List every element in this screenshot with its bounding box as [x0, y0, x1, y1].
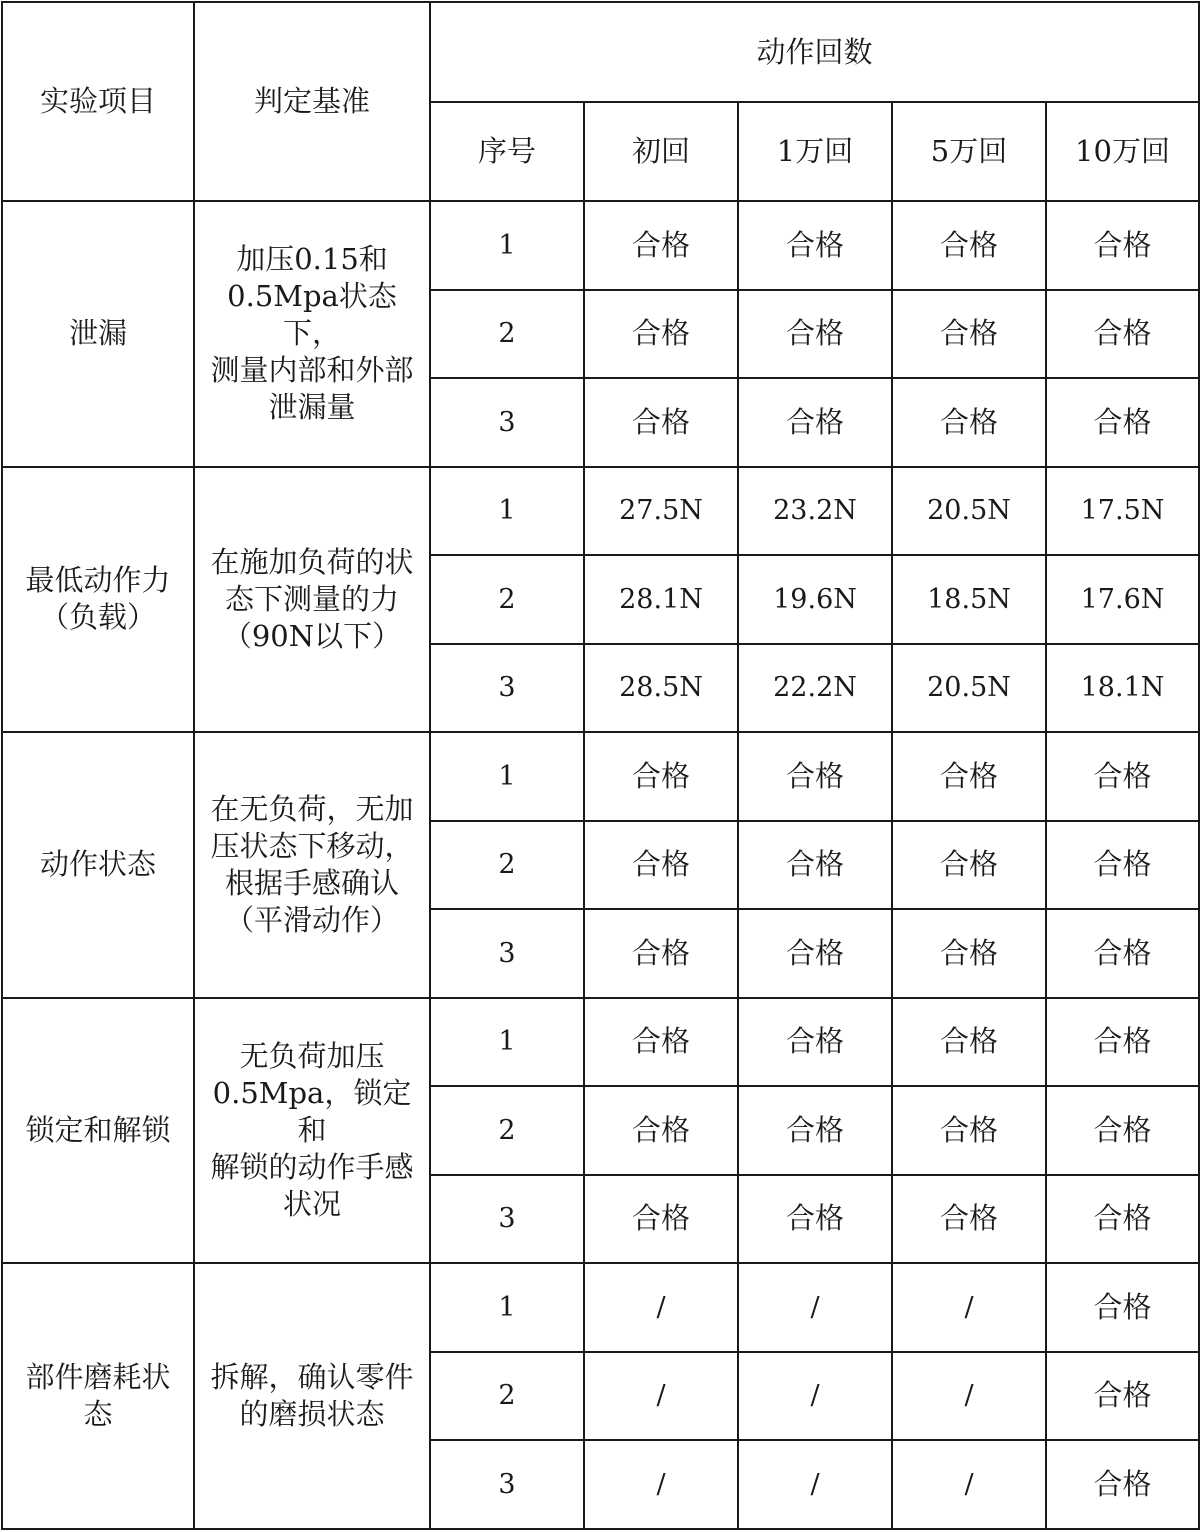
result-cell: 合格 — [738, 821, 892, 910]
result-cell: 合格 — [892, 909, 1046, 998]
result-cell: 合格 — [1046, 821, 1199, 910]
result-cell: 22.2N — [738, 644, 892, 733]
result-cell: 合格 — [1046, 1175, 1199, 1264]
seq-cell: 2 — [430, 821, 584, 910]
test-item-cell — [2, 1263, 194, 1529]
test-item-cell — [2, 998, 194, 1264]
seq-cell: 2 — [430, 1352, 584, 1441]
result-cell: 合格 — [738, 1086, 892, 1175]
seq-cell: 1 — [430, 732, 584, 821]
seq-cell: 3 — [430, 909, 584, 998]
criteria-line: 0.5Mpa状态下， — [227, 279, 397, 351]
result-cell: 合格 — [738, 909, 892, 998]
seq-cell: 2 — [430, 1086, 584, 1175]
criteria-line: 无负荷加压 — [239, 1038, 385, 1073]
result-cell: 合格 — [738, 290, 892, 379]
result-cell: 合格 — [1046, 378, 1199, 467]
header-cycles: 动作回数 — [430, 2, 1199, 102]
header-criteria: 判定基准 — [194, 2, 430, 201]
header-cycle-initial: 初回 — [584, 102, 738, 201]
criteria-cell — [194, 998, 430, 1264]
result-cell: 合格 — [1046, 290, 1199, 379]
seq-cell: 2 — [430, 555, 584, 644]
result-cell: 合格 — [892, 201, 1046, 290]
result-cell: 合格 — [1046, 998, 1199, 1087]
criteria-line: 泄漏量 — [268, 390, 356, 425]
criteria-line: 压状态下移动， — [210, 828, 414, 863]
result-cell: / — [738, 1263, 892, 1352]
result-cell: / — [584, 1440, 738, 1529]
result-cell: / — [892, 1263, 1046, 1352]
table-row — [2, 998, 1199, 1087]
result-cell: 19.6N — [738, 555, 892, 644]
result-cell: 合格 — [584, 821, 738, 910]
result-cell: / — [892, 1352, 1046, 1441]
result-cell: 17.6N — [1046, 555, 1199, 644]
result-cell: 合格 — [738, 1175, 892, 1264]
seq-cell: 1 — [430, 998, 584, 1087]
criteria-line: （90N以下） — [222, 618, 402, 653]
table-row — [2, 201, 1199, 290]
result-cell: 合格 — [738, 378, 892, 467]
result-cell: 合格 — [584, 732, 738, 821]
result-cell: 合格 — [738, 998, 892, 1087]
result-cell: 合格 — [584, 290, 738, 379]
header-cycle-10k: 1万回 — [738, 102, 892, 201]
criteria-line: 状况 — [282, 1186, 341, 1221]
seq-cell: 1 — [430, 201, 584, 290]
result-cell: 合格 — [1046, 201, 1199, 290]
criteria-line: 态下测量的力 — [224, 581, 399, 616]
criteria-line: （平滑动作） — [224, 902, 399, 937]
criteria-line: 解锁的动作手感 — [210, 1149, 414, 1184]
result-cell: 合格 — [584, 201, 738, 290]
result-cell: / — [584, 1352, 738, 1441]
result-cell: 20.5N — [892, 644, 1046, 733]
result-cell: 合格 — [1046, 1263, 1199, 1352]
result-cell: / — [584, 1263, 738, 1352]
result-cell: 合格 — [892, 821, 1046, 910]
result-cell: 17.5N — [1046, 467, 1199, 556]
seq-cell: 3 — [430, 378, 584, 467]
result-cell: 合格 — [892, 378, 1046, 467]
test-item-line: 锁定和解锁 — [25, 1112, 171, 1147]
test-item-line: 动作状态 — [39, 847, 156, 882]
test-item-cell — [2, 201, 194, 467]
test-item-line: （负载） — [39, 600, 156, 635]
seq-cell: 3 — [430, 1175, 584, 1264]
criteria-line: 拆解，确认零件 — [210, 1359, 414, 1394]
result-cell: 27.5N — [584, 467, 738, 556]
result-cell: / — [738, 1352, 892, 1441]
seq-cell: 1 — [430, 1263, 584, 1352]
criteria-line: 的磨损状态 — [239, 1396, 385, 1431]
result-cell: / — [738, 1440, 892, 1529]
table-body — [2, 201, 1199, 1529]
result-cell: 合格 — [584, 378, 738, 467]
table-row — [2, 467, 1199, 556]
header-item: 实验项目 — [2, 2, 194, 201]
criteria-cell — [194, 732, 430, 998]
result-cell: 合格 — [584, 1086, 738, 1175]
result-cell: 合格 — [1046, 1352, 1199, 1441]
criteria-line: 0.5Mpa，锁定和 — [212, 1075, 412, 1147]
result-cell: 合格 — [892, 290, 1046, 379]
result-cell: 28.1N — [584, 555, 738, 644]
test-item-cell — [2, 467, 194, 733]
result-cell: 合格 — [1046, 1086, 1199, 1175]
result-cell: 合格 — [1046, 1440, 1199, 1529]
criteria-line: 根据手感确认 — [224, 865, 399, 900]
seq-cell: 1 — [430, 467, 584, 556]
table-row — [2, 732, 1199, 821]
seq-cell: 3 — [430, 1440, 584, 1529]
result-cell: 合格 — [892, 1086, 1046, 1175]
result-cell: 合格 — [892, 998, 1046, 1087]
seq-cell: 3 — [430, 644, 584, 733]
result-cell: 合格 — [892, 1175, 1046, 1264]
result-cell: 合格 — [584, 998, 738, 1087]
criteria-line: 测量内部和外部 — [210, 353, 414, 388]
result-cell: 合格 — [584, 909, 738, 998]
criteria-line: 在无负荷，无加 — [210, 791, 414, 826]
header-cycle-100k: 10万回 — [1046, 102, 1199, 201]
header-seq: 序号 — [430, 102, 584, 201]
result-cell: 合格 — [1046, 909, 1199, 998]
seq-cell: 2 — [430, 290, 584, 379]
test-item-line: 部件磨耗状 — [25, 1359, 171, 1394]
result-cell: 合格 — [738, 732, 892, 821]
test-item-line: 态 — [83, 1396, 113, 1431]
result-cell: 28.5N — [584, 644, 738, 733]
header-cycle-50k: 5万回 — [892, 102, 1046, 201]
test-item-cell — [2, 732, 194, 998]
test-item-line: 泄漏 — [68, 316, 127, 351]
table-row — [2, 1263, 1199, 1352]
result-cell: 18.5N — [892, 555, 1046, 644]
test-item-line: 最低动作力 — [25, 563, 171, 598]
criteria-cell — [194, 467, 430, 733]
result-cell: 合格 — [738, 201, 892, 290]
result-cell: 合格 — [584, 1175, 738, 1264]
result-cell: 20.5N — [892, 467, 1046, 556]
result-cell: 合格 — [892, 732, 1046, 821]
criteria-cell — [194, 201, 430, 467]
criteria-cell — [194, 1263, 430, 1529]
result-cell: / — [892, 1440, 1046, 1529]
result-cell: 23.2N — [738, 467, 892, 556]
result-cell: 合格 — [1046, 732, 1199, 821]
criteria-line: 加压0.15和 — [236, 242, 388, 277]
result-cell: 18.1N — [1046, 644, 1199, 733]
test-results-table — [1, 1, 1200, 1530]
criteria-line: 在施加负荷的状 — [210, 544, 414, 579]
